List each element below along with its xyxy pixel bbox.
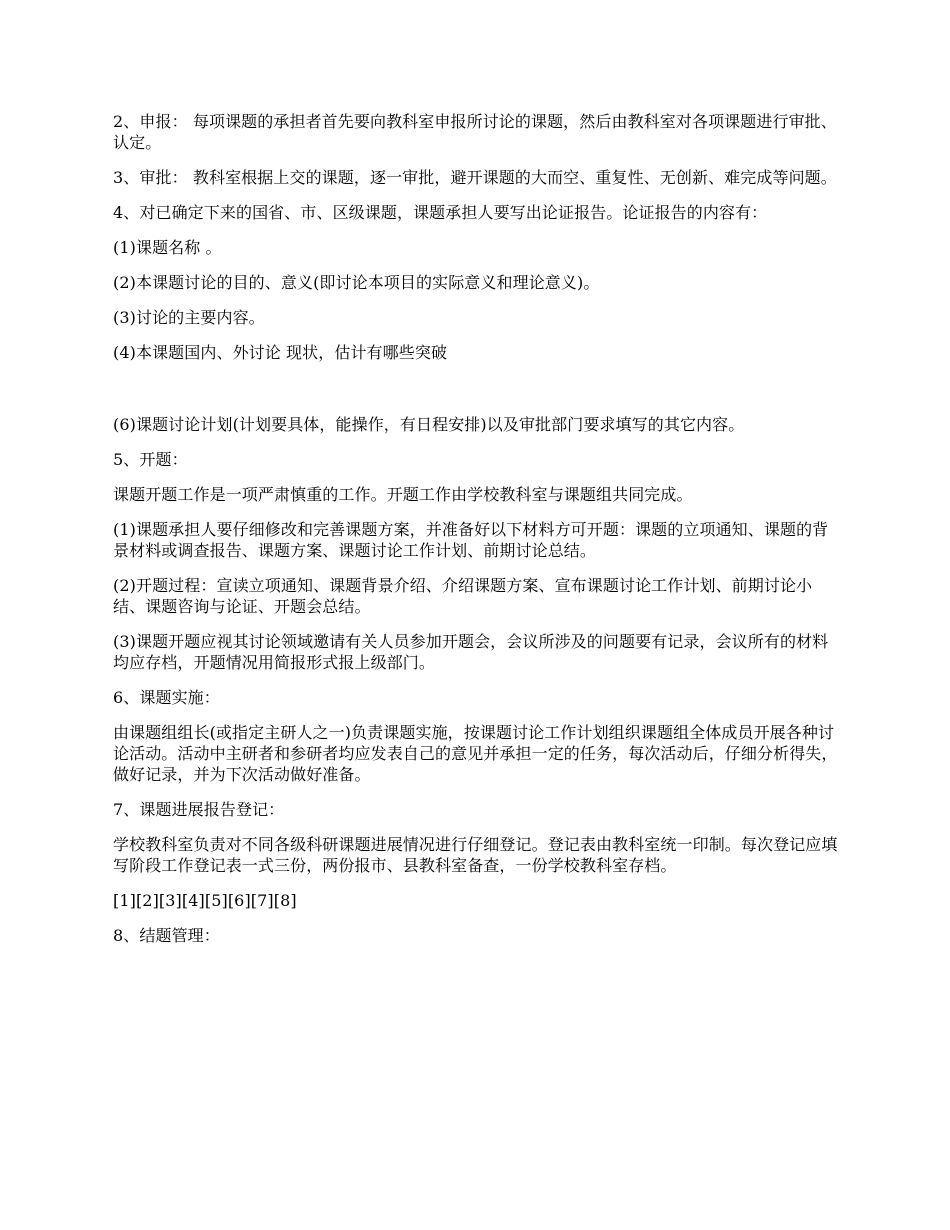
list-item-purpose: (2)本课题讨论的目的、意义(即讨论本项目的实际意义和理论意义)。 bbox=[113, 273, 600, 292]
paragraph-apply: 2、申报： 每项课题的承担者首先要向教科室申报所讨论的课题，然后由教科室对各项课题进行审批、认定。 bbox=[113, 112, 837, 152]
list-item-research-plan: (6)课题讨论计划(计划要具体，能操作，有日程安排)以及审批部门要求填写的其它内容。 bbox=[113, 415, 745, 434]
paragraph-opening-intro: 课题开题工作是一项严肃慎重的工作。开题工作由学校教科室与课题组共同完成。 bbox=[113, 485, 693, 504]
paragraph-implementation-heading: 6、课题实施： bbox=[113, 688, 220, 707]
paragraph-implementation-body: 由课题组组长(或指定主研人之一)负责课题实施，按课题讨论工作计划组织课题组全体成员开展各种讨论活动。活动中主研者和参研者均应发表自己的意见并承担一定的任务，每次活动后，仔细分析得失，做好记录，并为下次活动做好准备。 bbox=[113, 723, 838, 784]
paragraph-opening-heading: 5、开题： bbox=[113, 450, 188, 469]
paragraph-progress-body: 学校教科室负责对不同各级科研课题进展情况进行仔细登记。登记表由教科室统一印制。每次登记应填写阶段工作登记表一式三份，两份报市、县教科室备查，一份学校教科室存档。 bbox=[113, 835, 838, 875]
list-item-main-content: (3)讨论的主要内容。 bbox=[113, 308, 265, 327]
paragraph-demonstration-report: 4、对已确定下来的国省、市、区级课题，课题承担人要写出论证报告。论证报告的内容有： bbox=[113, 203, 768, 222]
list-item-opening-process: (2)开题过程：宣读立项通知、课题背景介绍、介绍课题方案、宣布课题讨论工作计划、前期讨论小结、课题咨询与论证、开题会总结。 bbox=[113, 576, 813, 616]
page-navigation: [1][2][3][4][5][6][7][8] bbox=[113, 891, 297, 910]
paragraph-approve: 3、审批： 教科室根据上交的课题，逐一审批，避开课题的大而空、重复性、无创新、难完成等问题。 bbox=[113, 168, 837, 187]
blank-gap bbox=[113, 377, 843, 414]
list-item-opening-prep: (1)课题承担人要仔细修改和完善课题方案，并准备好以下材料方可开题：课题的立项通知、课题的背景材料或调查报告、课题方案、课题讨论工作计划、前期讨论总结。 bbox=[113, 520, 829, 560]
list-item-topic-name: (1)课题名称 。 bbox=[113, 238, 222, 257]
list-item-opening-meeting: (3)课题开题应视其讨论领域邀请有关人员参加开题会，会议所涉及的问题要有记录，会议所有的材料均应存档，开题情况用简报形式报上级部门。 bbox=[113, 632, 829, 672]
document-body bbox=[113, 111, 843, 960]
paragraph-closing-heading: 8、结题管理： bbox=[113, 926, 220, 945]
paragraph-progress-heading: 7、课题进展报告登记： bbox=[113, 800, 285, 819]
list-item-research-status: (4)本课题国内、外讨论 现状，估计有哪些突破 bbox=[113, 343, 448, 362]
